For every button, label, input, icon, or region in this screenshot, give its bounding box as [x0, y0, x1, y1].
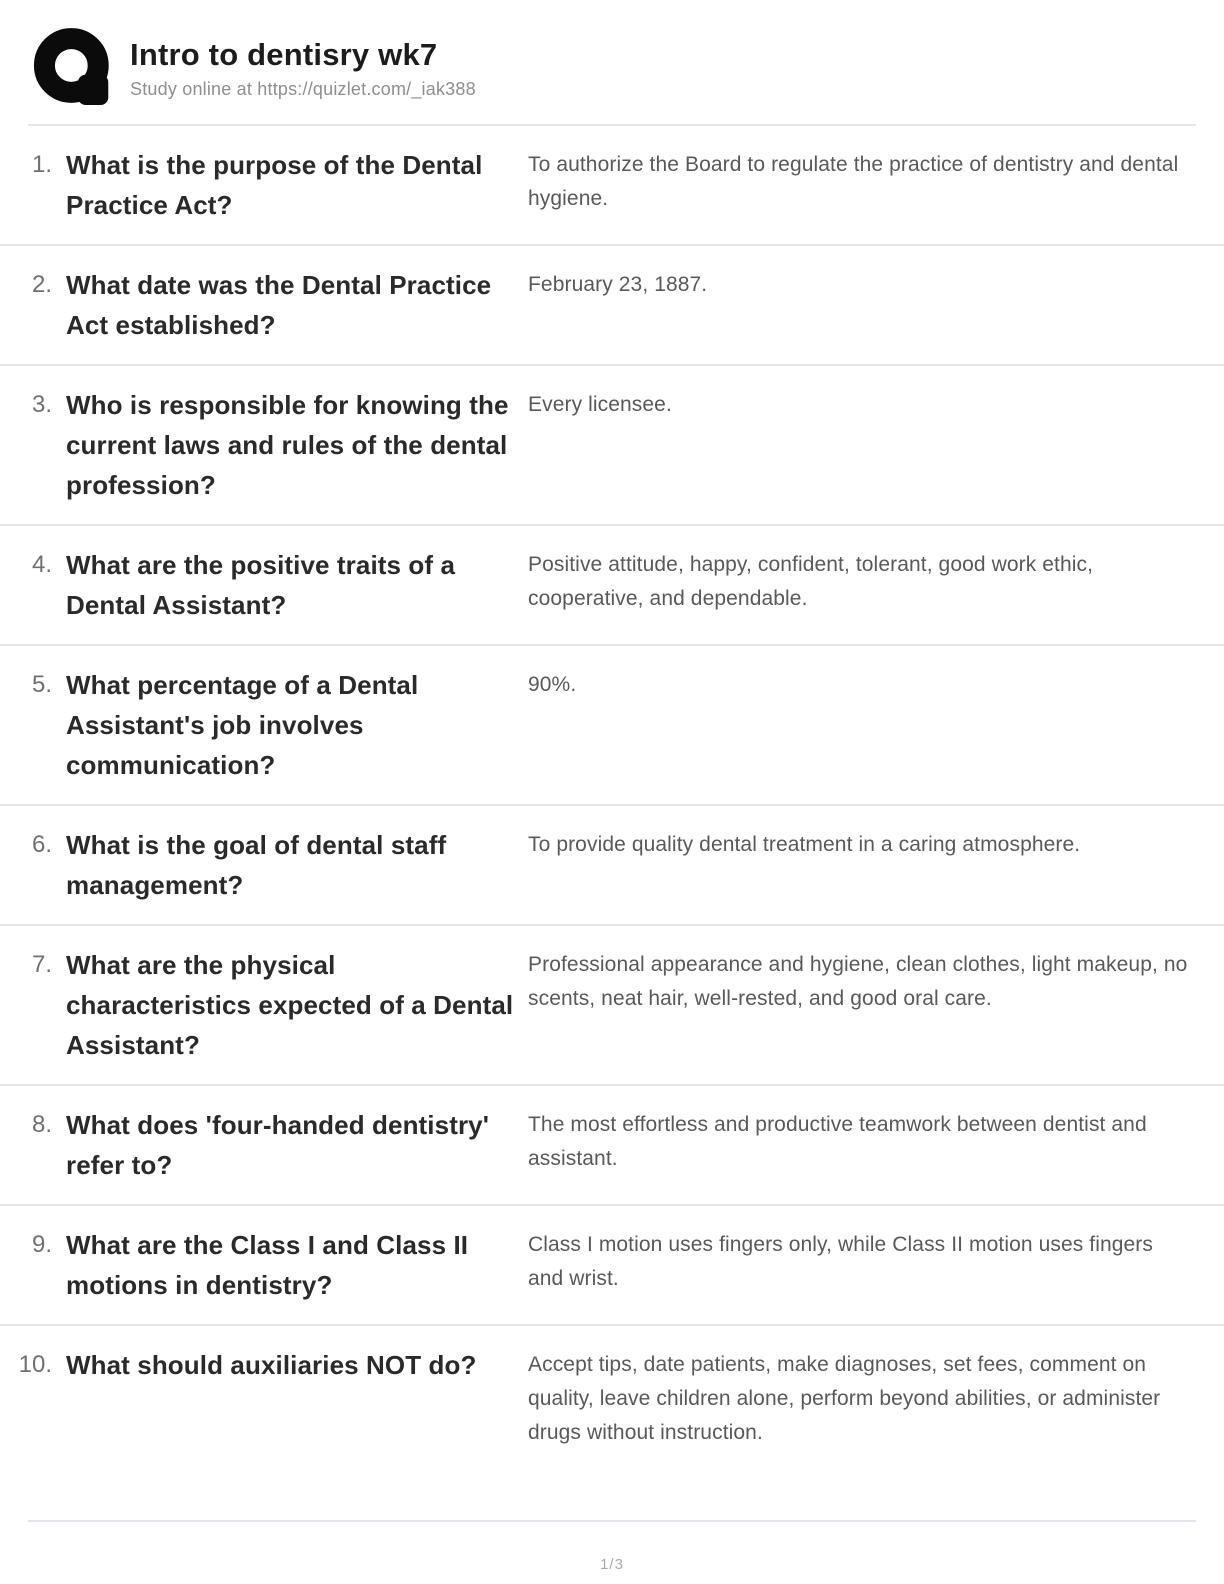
qa-item [0, 524, 1224, 644]
item-answer: 90%. [528, 673, 577, 696]
page-indicator: 1/3 [600, 1556, 624, 1573]
item-question: What should auxiliaries NOT do? [66, 1350, 477, 1380]
item-number: 2. [31, 271, 52, 298]
item-question: What are the physical characteristics expected of a Dental Assistant? [66, 950, 514, 1060]
item-number: 1. [31, 151, 52, 178]
item-answer: Positive attitude, happy, confident, tolerant, good work ethic, cooperative, and dependable. [528, 553, 1094, 610]
item-answer: Accept tips, date patients, make diagnoses, set fees, comment on quality, leave children alone, perform beyond abilities, or administer drugs without instruction. [528, 1353, 1161, 1444]
page-title: Intro to dentisry wk7 [130, 36, 438, 72]
item-number: 9. [31, 1231, 52, 1258]
item-number: 4. [31, 551, 52, 578]
item-answer: To authorize the Board to regulate the practice of dentistry and dental hygiene. [528, 153, 1179, 210]
item-question: Who is responsible for knowing the current laws and rules of the dental profession? [66, 390, 509, 500]
item-question: What is the purpose of the Dental Practice Act? [66, 150, 483, 220]
footer-spacer [0, 1469, 1224, 1520]
qa-item [0, 1084, 1224, 1204]
qa-item [0, 924, 1224, 1084]
item-answer: February 23, 1887. [528, 273, 708, 296]
quizlet-q-logo-icon [30, 26, 116, 110]
qa-item [0, 644, 1224, 804]
qa-item [0, 804, 1224, 924]
study-online-url: Study online at https://quizlet.com/_iak388 [130, 78, 476, 99]
qa-item [0, 1324, 1224, 1469]
qa-item [0, 364, 1224, 524]
item-number: 7. [31, 951, 52, 978]
item-answer: Professional appearance and hygiene, clean clothes, light makeup, no scents, neat hair, well-rested, and good oral care. [528, 953, 1188, 1010]
qa-item [0, 126, 1224, 244]
qa-list [0, 126, 1224, 1469]
item-answer: Every licensee. [528, 393, 672, 416]
item-number: 8. [31, 1111, 52, 1138]
header [0, 0, 1224, 124]
footer [28, 1520, 1196, 1584]
item-question: What percentage of a Dental Assistant's job involves communication? [66, 670, 419, 780]
item-number: 10. [18, 1351, 52, 1378]
header-text [130, 37, 476, 100]
item-answer: Class I motion uses fingers only, while Class II motion uses fingers and wrist. [528, 1233, 1153, 1290]
item-number: 5. [31, 671, 52, 698]
item-number: 6. [31, 831, 52, 858]
qa-item [0, 1204, 1224, 1324]
item-question: What is the goal of dental staff management? [66, 830, 447, 900]
item-question: What date was the Dental Practice Act established? [66, 270, 492, 340]
item-answer: To provide quality dental treatment in a caring atmosphere. [528, 833, 1081, 856]
item-number: 3. [31, 391, 52, 418]
item-question: What are the positive traits of a Dental Assistant? [66, 550, 456, 620]
qa-item [0, 244, 1224, 364]
item-question: What does 'four-handed dentistry' refer to? [66, 1110, 490, 1180]
item-question: What are the Class I and Class II motions in dentistry? [66, 1230, 469, 1300]
item-answer: The most effortless and productive teamwork between dentist and assistant. [528, 1113, 1147, 1170]
